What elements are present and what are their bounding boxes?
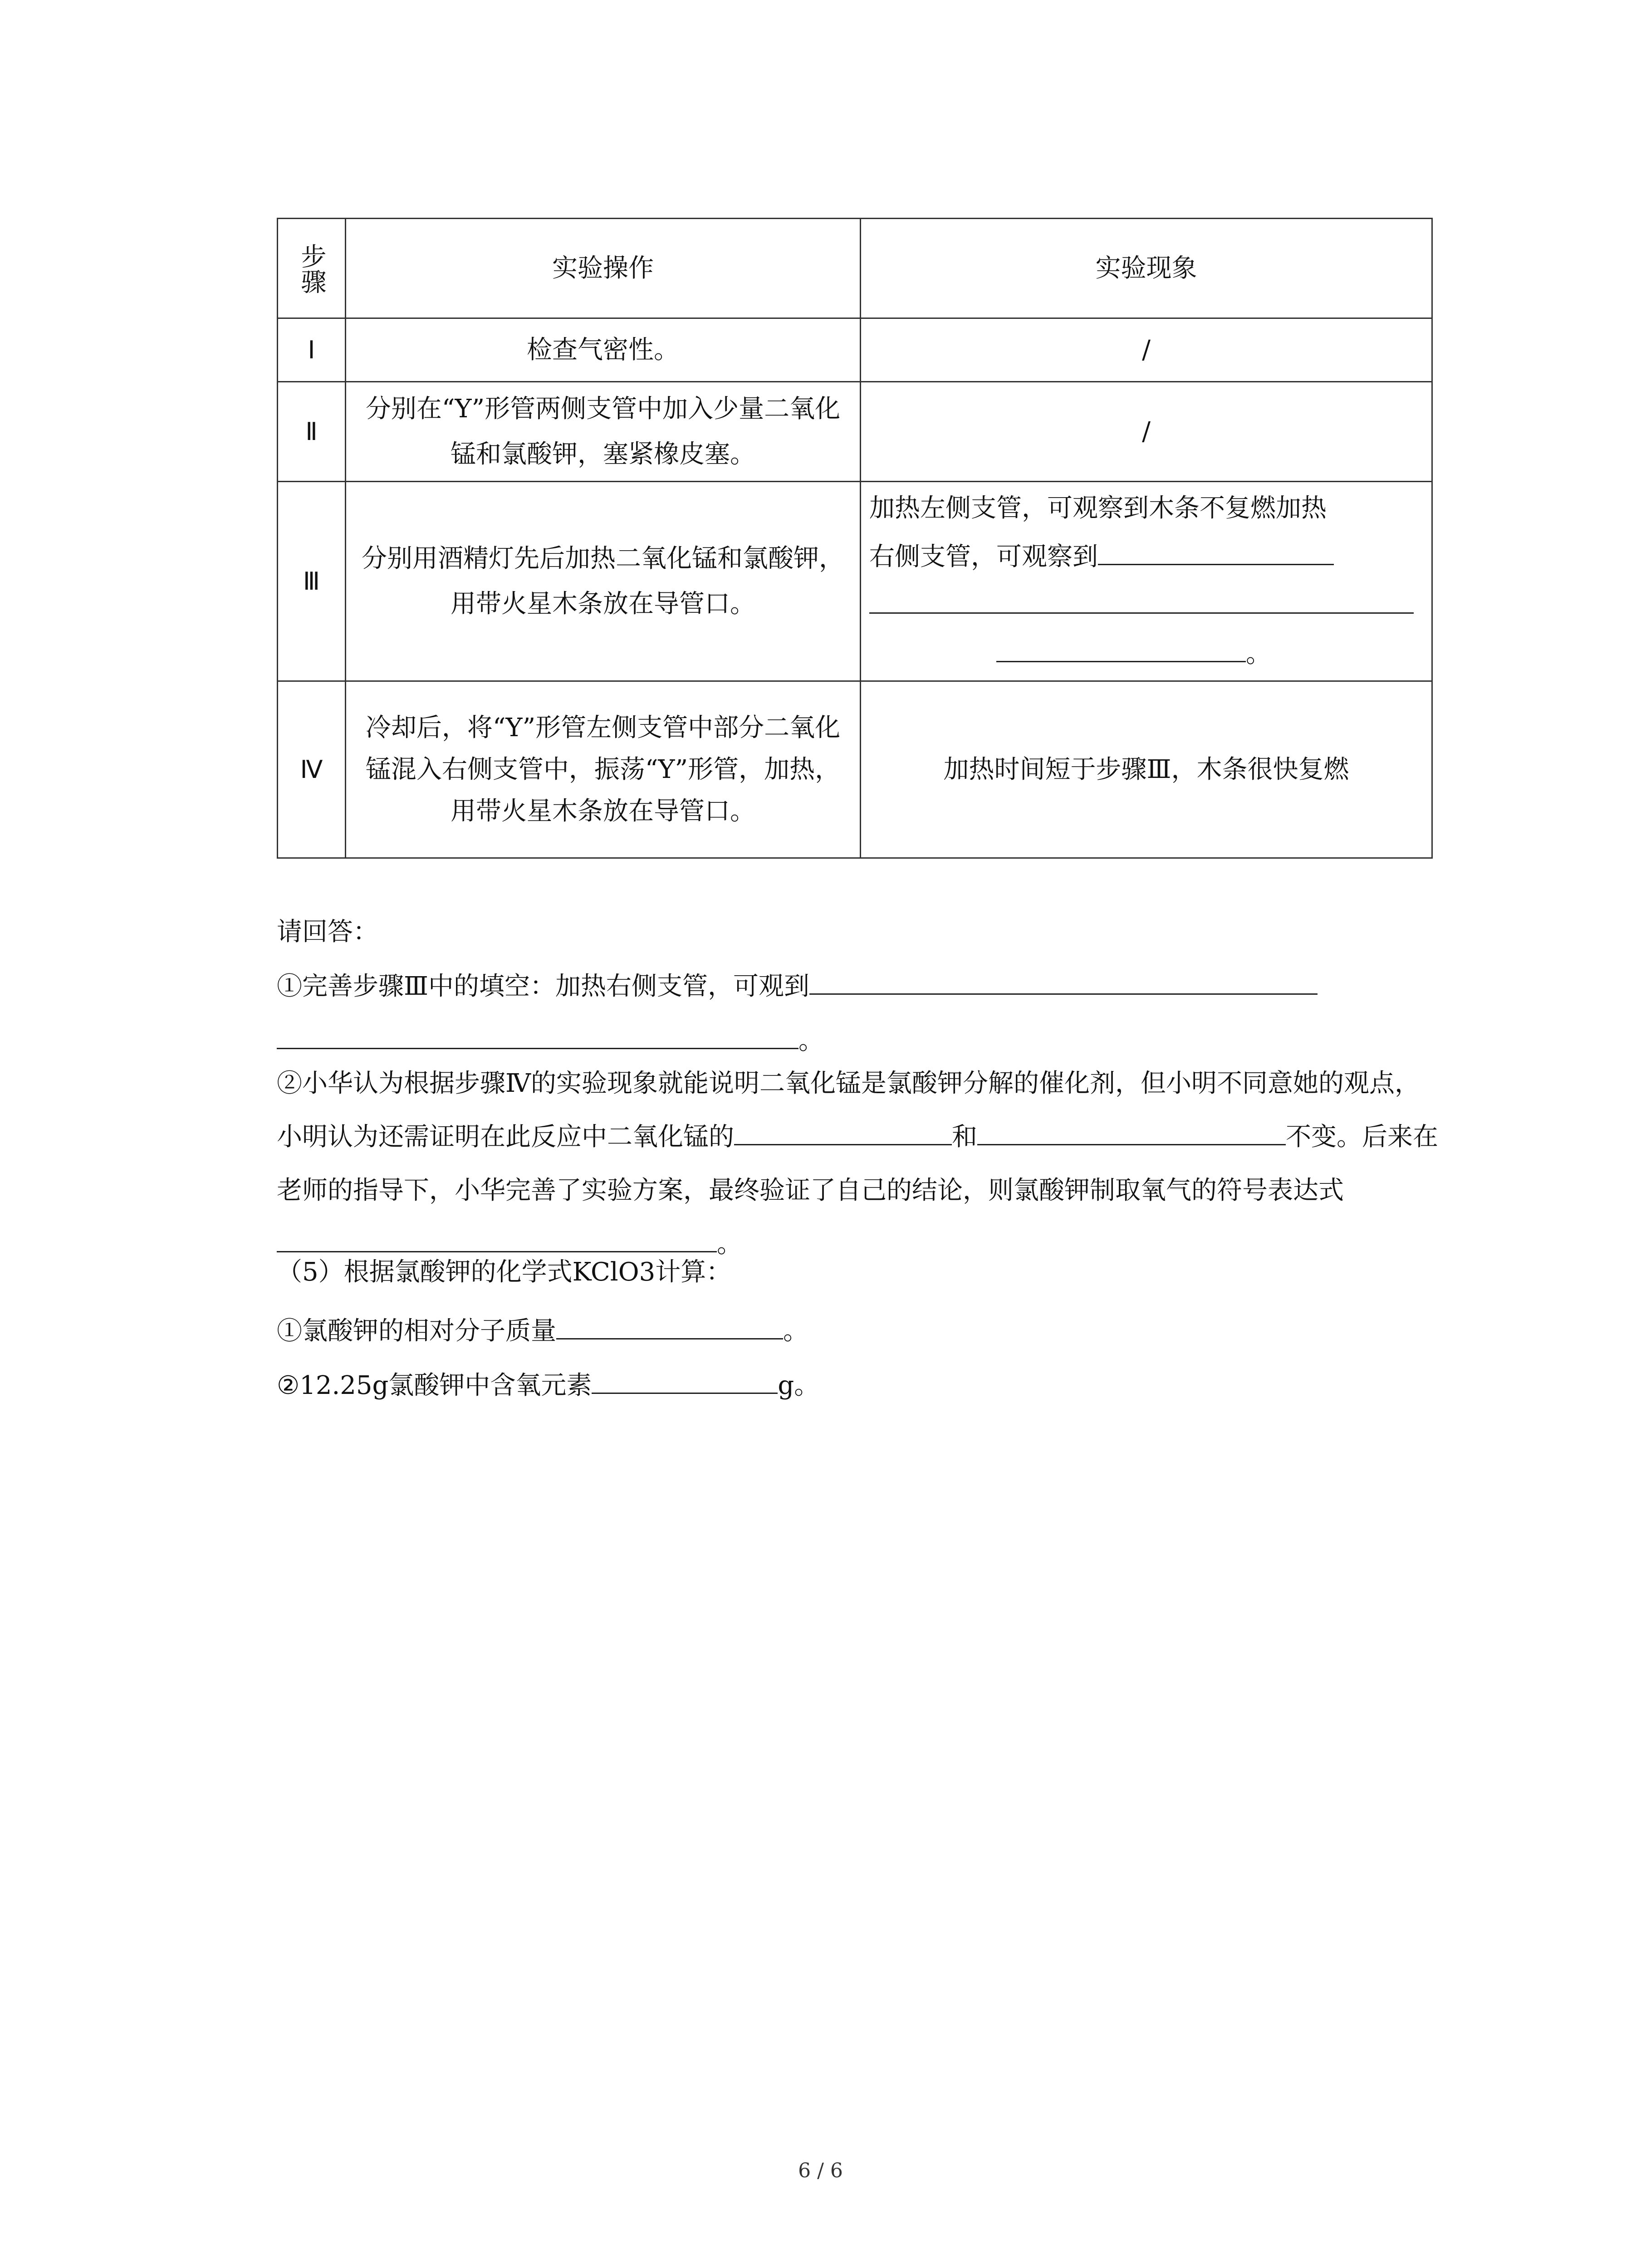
answer-blank[interactable]	[996, 629, 1246, 662]
observation-line	[869, 581, 1423, 629]
question-text: ②小华认为根据步骤Ⅳ的实验现象就能说明二氧化锰是氯酸钾分解的催化剂，但小明不同意她的观点，小明认为还需证明在此反应中二氧化锰的	[277, 1069, 1420, 1152]
observation-line	[869, 629, 1423, 678]
unit-text: g。	[778, 1371, 820, 1400]
answer-blank[interactable]	[1098, 532, 1334, 565]
question-5-title: （5）根据氯酸钾的化学式KClO3计算：	[277, 1257, 732, 1287]
question-intro: 请回答：	[277, 917, 378, 947]
answer-blank[interactable]	[1127, 1112, 1286, 1145]
table-row	[278, 482, 1432, 681]
table-row	[278, 382, 1432, 482]
operation-cell: 检查气密性。	[346, 318, 861, 382]
answer-blank[interactable]	[592, 1361, 778, 1394]
header-observation: 实验现象	[861, 219, 1432, 318]
question-text: ②12.25g氯酸钾中含氧元素	[277, 1371, 592, 1400]
question-text: 和	[952, 1122, 977, 1152]
observation-cell: 加热时间短于步骤Ⅲ，木条很快复燃	[861, 681, 1432, 858]
step-cell: Ⅲ	[278, 482, 346, 681]
table-row	[278, 318, 1432, 382]
header-operation: 实验操作	[346, 219, 861, 318]
header-step: 步骤	[278, 219, 346, 318]
question-2	[277, 1057, 1438, 1271]
observation-cell	[861, 482, 1432, 681]
period: 。	[783, 1316, 808, 1346]
observation-line: 加热左侧支管，可观察到木条不复燃加热	[869, 494, 1327, 523]
step-cell: Ⅱ	[278, 382, 346, 482]
observation-cell: /	[861, 382, 1432, 482]
period: 。	[1246, 639, 1271, 669]
answer-blank[interactable]	[556, 1306, 783, 1339]
table-header-row	[278, 219, 1432, 318]
operation-cell: 分别用酒精灯先后加热二氧化锰和氯酸钾，用带火星木条放在导管口。	[346, 482, 861, 681]
question-text: ①完善步骤Ⅲ中的填空：加热右侧支管，可观到	[277, 972, 810, 1001]
question-5-2	[277, 1361, 819, 1402]
answer-blank[interactable]	[277, 1219, 717, 1252]
step-cell: Ⅳ	[278, 681, 346, 858]
question-text: ①氯酸钾的相对分子质量	[277, 1316, 556, 1346]
observation-text: 右侧支管，可观察到	[869, 542, 1098, 572]
observation-line	[869, 532, 1423, 581]
answer-blank[interactable]	[734, 1112, 952, 1145]
answer-blank[interactable]	[977, 1112, 1127, 1145]
step-cell: Ⅰ	[278, 318, 346, 382]
observation-cell: /	[861, 318, 1432, 382]
period: 。	[717, 1229, 742, 1259]
question-5-1	[277, 1306, 808, 1347]
question-text: 不变。后来在老师的指导下，小华完善了实验方案，最终验证了自己的结论，则氯酸钾制取氧气的符号表达式	[277, 1122, 1438, 1205]
question-1-continued	[277, 1016, 824, 1057]
page-number: 6 / 6	[798, 2159, 843, 2182]
answer-blank[interactable]	[869, 581, 1414, 614]
question-1	[277, 962, 1318, 1002]
answer-blank[interactable]	[809, 962, 1318, 995]
period: 。	[798, 1026, 824, 1056]
answer-blank[interactable]	[277, 1016, 798, 1049]
table-row	[278, 681, 1432, 858]
experiment-table	[277, 218, 1433, 859]
operation-cell: 冷却后，将“Y”形管左侧支管中部分二氧化锰混入右侧支管中，振荡“Y”形管，加热，用带火星木条放在导管口。	[346, 681, 861, 858]
operation-cell: 分别在“Y”形管两侧支管中加入少量二氧化锰和氯酸钾，塞紧橡皮塞。	[346, 382, 861, 482]
